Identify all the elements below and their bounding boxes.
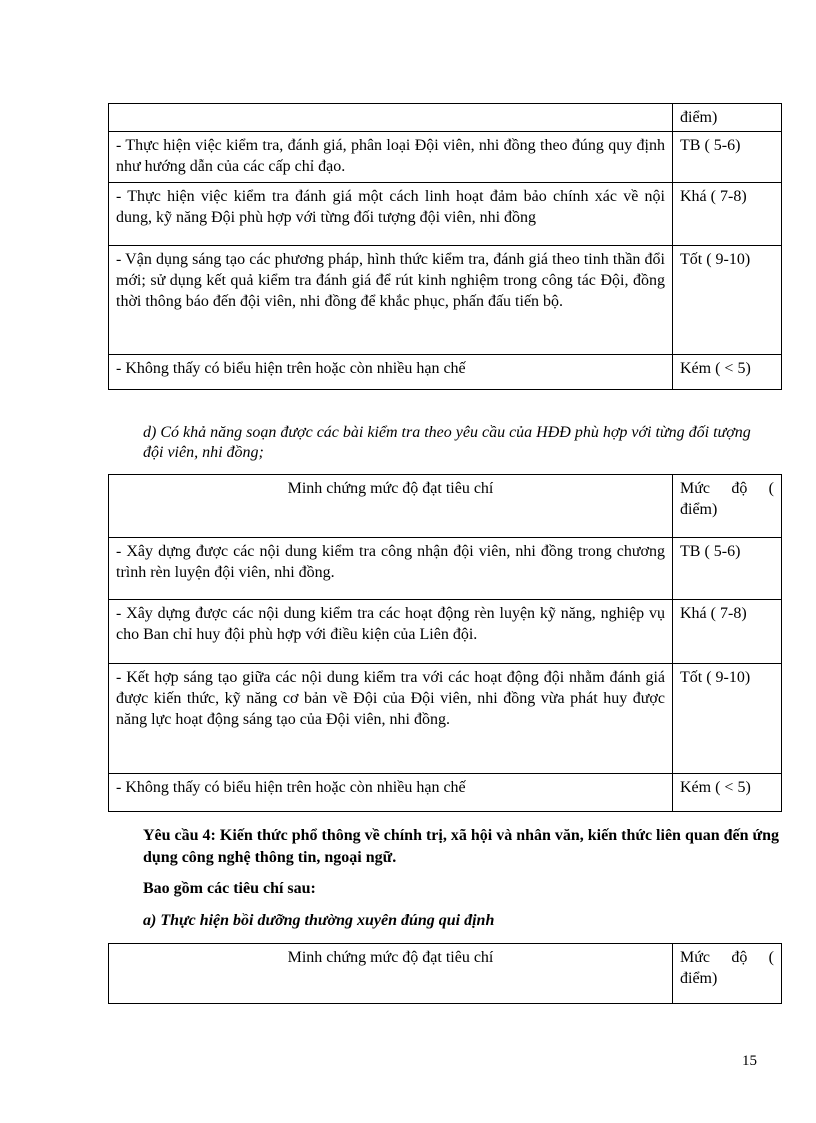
- evidence-cell: - Không thấy có biểu hiện trên hoặc còn nhiều hạn chế: [109, 774, 673, 812]
- level-cell: Khá ( 7-8): [673, 600, 782, 664]
- header-evidence-label: Minh chứng mức độ đạt tiêu chí: [287, 480, 494, 497]
- evidence-cell: - Vận dụng sáng tạo các phương pháp, hình thức kiểm tra, đánh giá theo tinh thần đổi mới; sử dụng kết quả kiểm tra đánh giá để rút kinh nghiệm trong công tác Đội, đồng thời thông báo đến đội viên, nhi đồng để khắc phục, phấn đấu tiến bộ.: [109, 246, 673, 355]
- table-row: [109, 538, 782, 600]
- evidence-cell: - Thực hiện việc kiểm tra đánh giá một cách linh hoạt đảm bảo chính xác về nội dung, kỹ năng Đội phù hợp với từng đối tượng đội viên, nhi đồng: [109, 183, 673, 246]
- level-cell: TB ( 5-6): [673, 132, 782, 183]
- table-header-row: [109, 104, 782, 132]
- evidence-cell: - Không thấy có biểu hiện trên hoặc còn nhiều hạn chế: [109, 355, 673, 390]
- header-level-label: Mức độ (: [680, 480, 774, 497]
- header-cell-right: Mức độ ( điểm): [673, 944, 782, 1004]
- criterion-a-heading: a) Thực hiện bồi dưỡng thường xuyên đúng qui định: [143, 912, 495, 929]
- table-header-row: [109, 475, 782, 538]
- table-row: [109, 132, 782, 183]
- level-cell: Kém ( < 5): [673, 355, 782, 390]
- criteria-table-d: [108, 474, 782, 812]
- table-row: [109, 246, 782, 355]
- header-cell-right: Mức độ ( điểm): [673, 475, 782, 538]
- table-row: [109, 355, 782, 390]
- level-cell: Khá ( 7-8): [673, 183, 782, 246]
- level-cell: Tốt ( 9-10): [673, 664, 782, 774]
- header-evidence-label: Minh chứng mức độ đạt tiêu chí: [287, 949, 494, 966]
- header-cell-left: [109, 944, 673, 1004]
- criterion-d-heading: d) Có khả năng soạn được các bài kiểm tra theo yêu cầu của HĐĐ phù hợp với từng đối tượng đội viên, nhi đồng;: [143, 424, 751, 461]
- evidence-cell: - Xây dựng được các nội dung kiểm tra các hoạt động rèn luyện kỹ năng, nghiệp vụ cho Ban chỉ huy đội phù hợp với điều kiện của Liên đội.: [109, 600, 673, 664]
- header-cell-right: điểm): [673, 104, 782, 132]
- table-header-row: [109, 944, 782, 1004]
- criteria-table-c: [108, 103, 782, 390]
- criteria-intro: Bao gồm các tiêu chí sau:: [143, 880, 316, 897]
- criteria-table-a: [108, 943, 782, 1004]
- level-cell: TB ( 5-6): [673, 538, 782, 600]
- evidence-cell: - Thực hiện việc kiểm tra, đánh giá, phân loại Đội viên, nhi đồng theo đúng quy định như hướng dẫn của các cấp chỉ đạo.: [109, 132, 673, 183]
- level-cell: Tốt ( 9-10): [673, 246, 782, 355]
- table-row: [109, 664, 782, 774]
- requirement-4-heading: Yêu cầu 4: Kiến thức phổ thông về chính trị, xã hội và nhân văn, kiến thức liên quan đến ứng dụng công nghệ thông tin, ngoại ngữ.: [143, 827, 780, 866]
- header-cell-left: [109, 475, 673, 538]
- evidence-cell: - Kết hợp sáng tạo giữa các nội dung kiểm tra với các hoạt động đội nhằm đánh giá được kiến thức, kỹ năng cơ bản về Đội của Đội viên, nhi đồng vừa phát huy được năng lực hoạt động sáng tạo của Đội viên, nhi đồng.: [109, 664, 673, 774]
- table-row: [109, 774, 782, 812]
- evidence-cell: - Xây dựng được các nội dung kiểm tra công nhận đội viên, nhi đồng trong chương trình rèn luyện đội viên, nhi đồng.: [109, 538, 673, 600]
- header-cell-left: [109, 104, 673, 132]
- table-row: [109, 183, 782, 246]
- page-number: 15: [742, 1053, 757, 1069]
- table-row: [109, 600, 782, 664]
- level-cell: Kém ( < 5): [673, 774, 782, 812]
- header-level-label: Mức độ (: [680, 949, 774, 966]
